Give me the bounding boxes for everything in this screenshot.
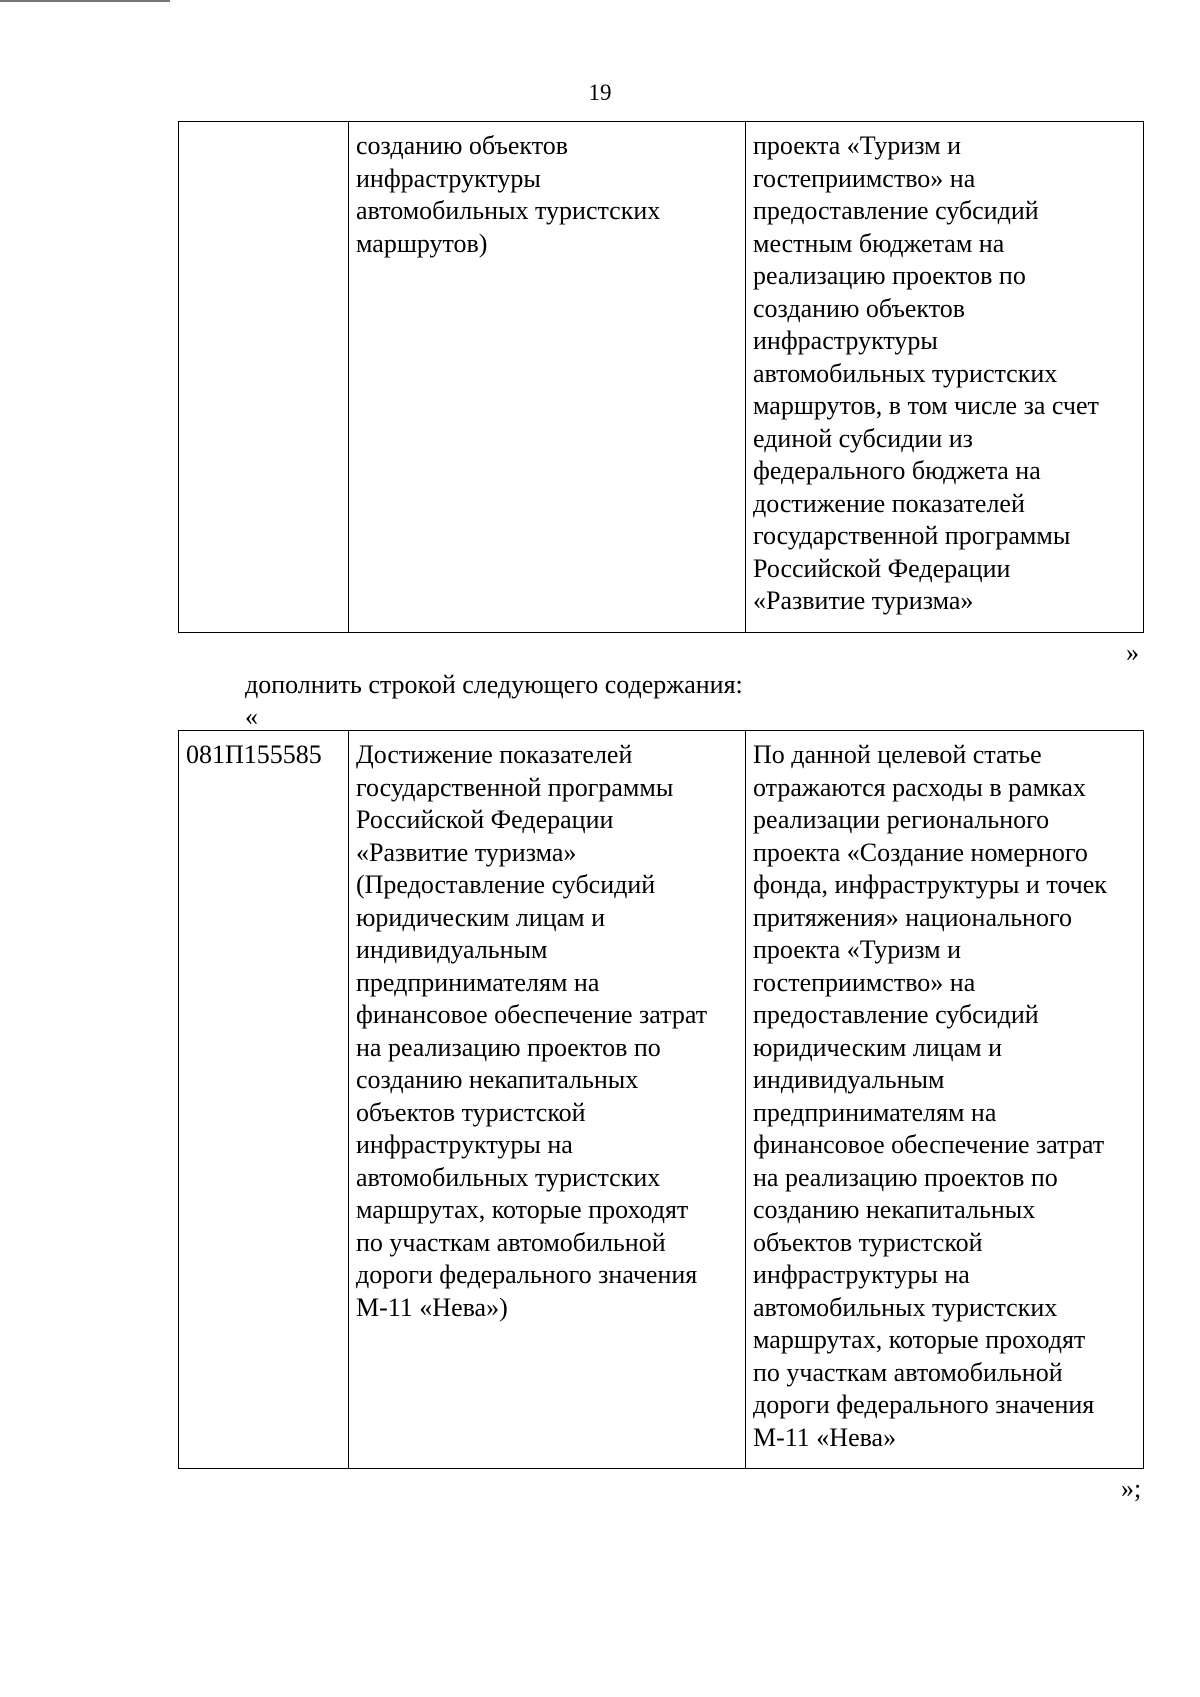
opening-quote-mark: « — [245, 702, 258, 731]
budget-classification-table-continued — [178, 121, 1144, 633]
amendment-instruction: дополнить строкой следующего содержания: — [245, 670, 743, 699]
table-row — [179, 731, 1144, 1469]
page-number: 19 — [588, 80, 612, 105]
budget-classification-table-new-row — [178, 730, 1144, 1469]
closing-quote-mark: » — [1126, 638, 1139, 667]
table-row — [179, 122, 1144, 633]
name-cell: Достижение показателей государственной программы Российской Федерации «Развитие туризма» (Предоставление субсидий юридическим лицам и индивидуальным предпринимателям на финансовое обеспечение затрат на реализацию проектов по созданию некапитальных объектов туристской инфраструктуры на автомобильных туристских маршрутах, которые проходят по участкам автомобильной дороги федерального значения М-11 «Нева») — [349, 731, 746, 1469]
code-cell: 081П155585 — [179, 731, 349, 1469]
description-cell: проекта «Туризм и гостеприимство» на предоставление субсидий местным бюджетам на реализацию проектов по созданию объектов инфраструктуры автомобильных туристских маршрутов, в том числе за счет единой субсидии из федерального бюджета на достижение показателей государственной программы Российской Федерации «Развитие туризма» — [746, 122, 1144, 633]
closing-quote-semicolon: »; — [1121, 1474, 1142, 1503]
name-cell: созданию объектов инфраструктуры автомобильных туристских маршрутов) — [349, 122, 746, 633]
description-cell: По данной целевой статье отражаются расходы в рамках реализации регионального проекта «Создание номерного фонда, инфраструктуры и точек притяжения» национального проекта «Туризм и гостеприимство» на предоставление субсидий юридическим лицам и индивидуальным предпринимателям на финансовое обеспечение затрат на реализацию проектов по созданию некапитальных объектов туристской инфраструктуры на автомобильных туристских маршрутах, которые проходят по участкам автомобильной дороги федерального значения М-11 «Нева» — [746, 731, 1144, 1469]
code-cell — [179, 122, 349, 633]
scan-edge-line — [0, 0, 170, 2]
